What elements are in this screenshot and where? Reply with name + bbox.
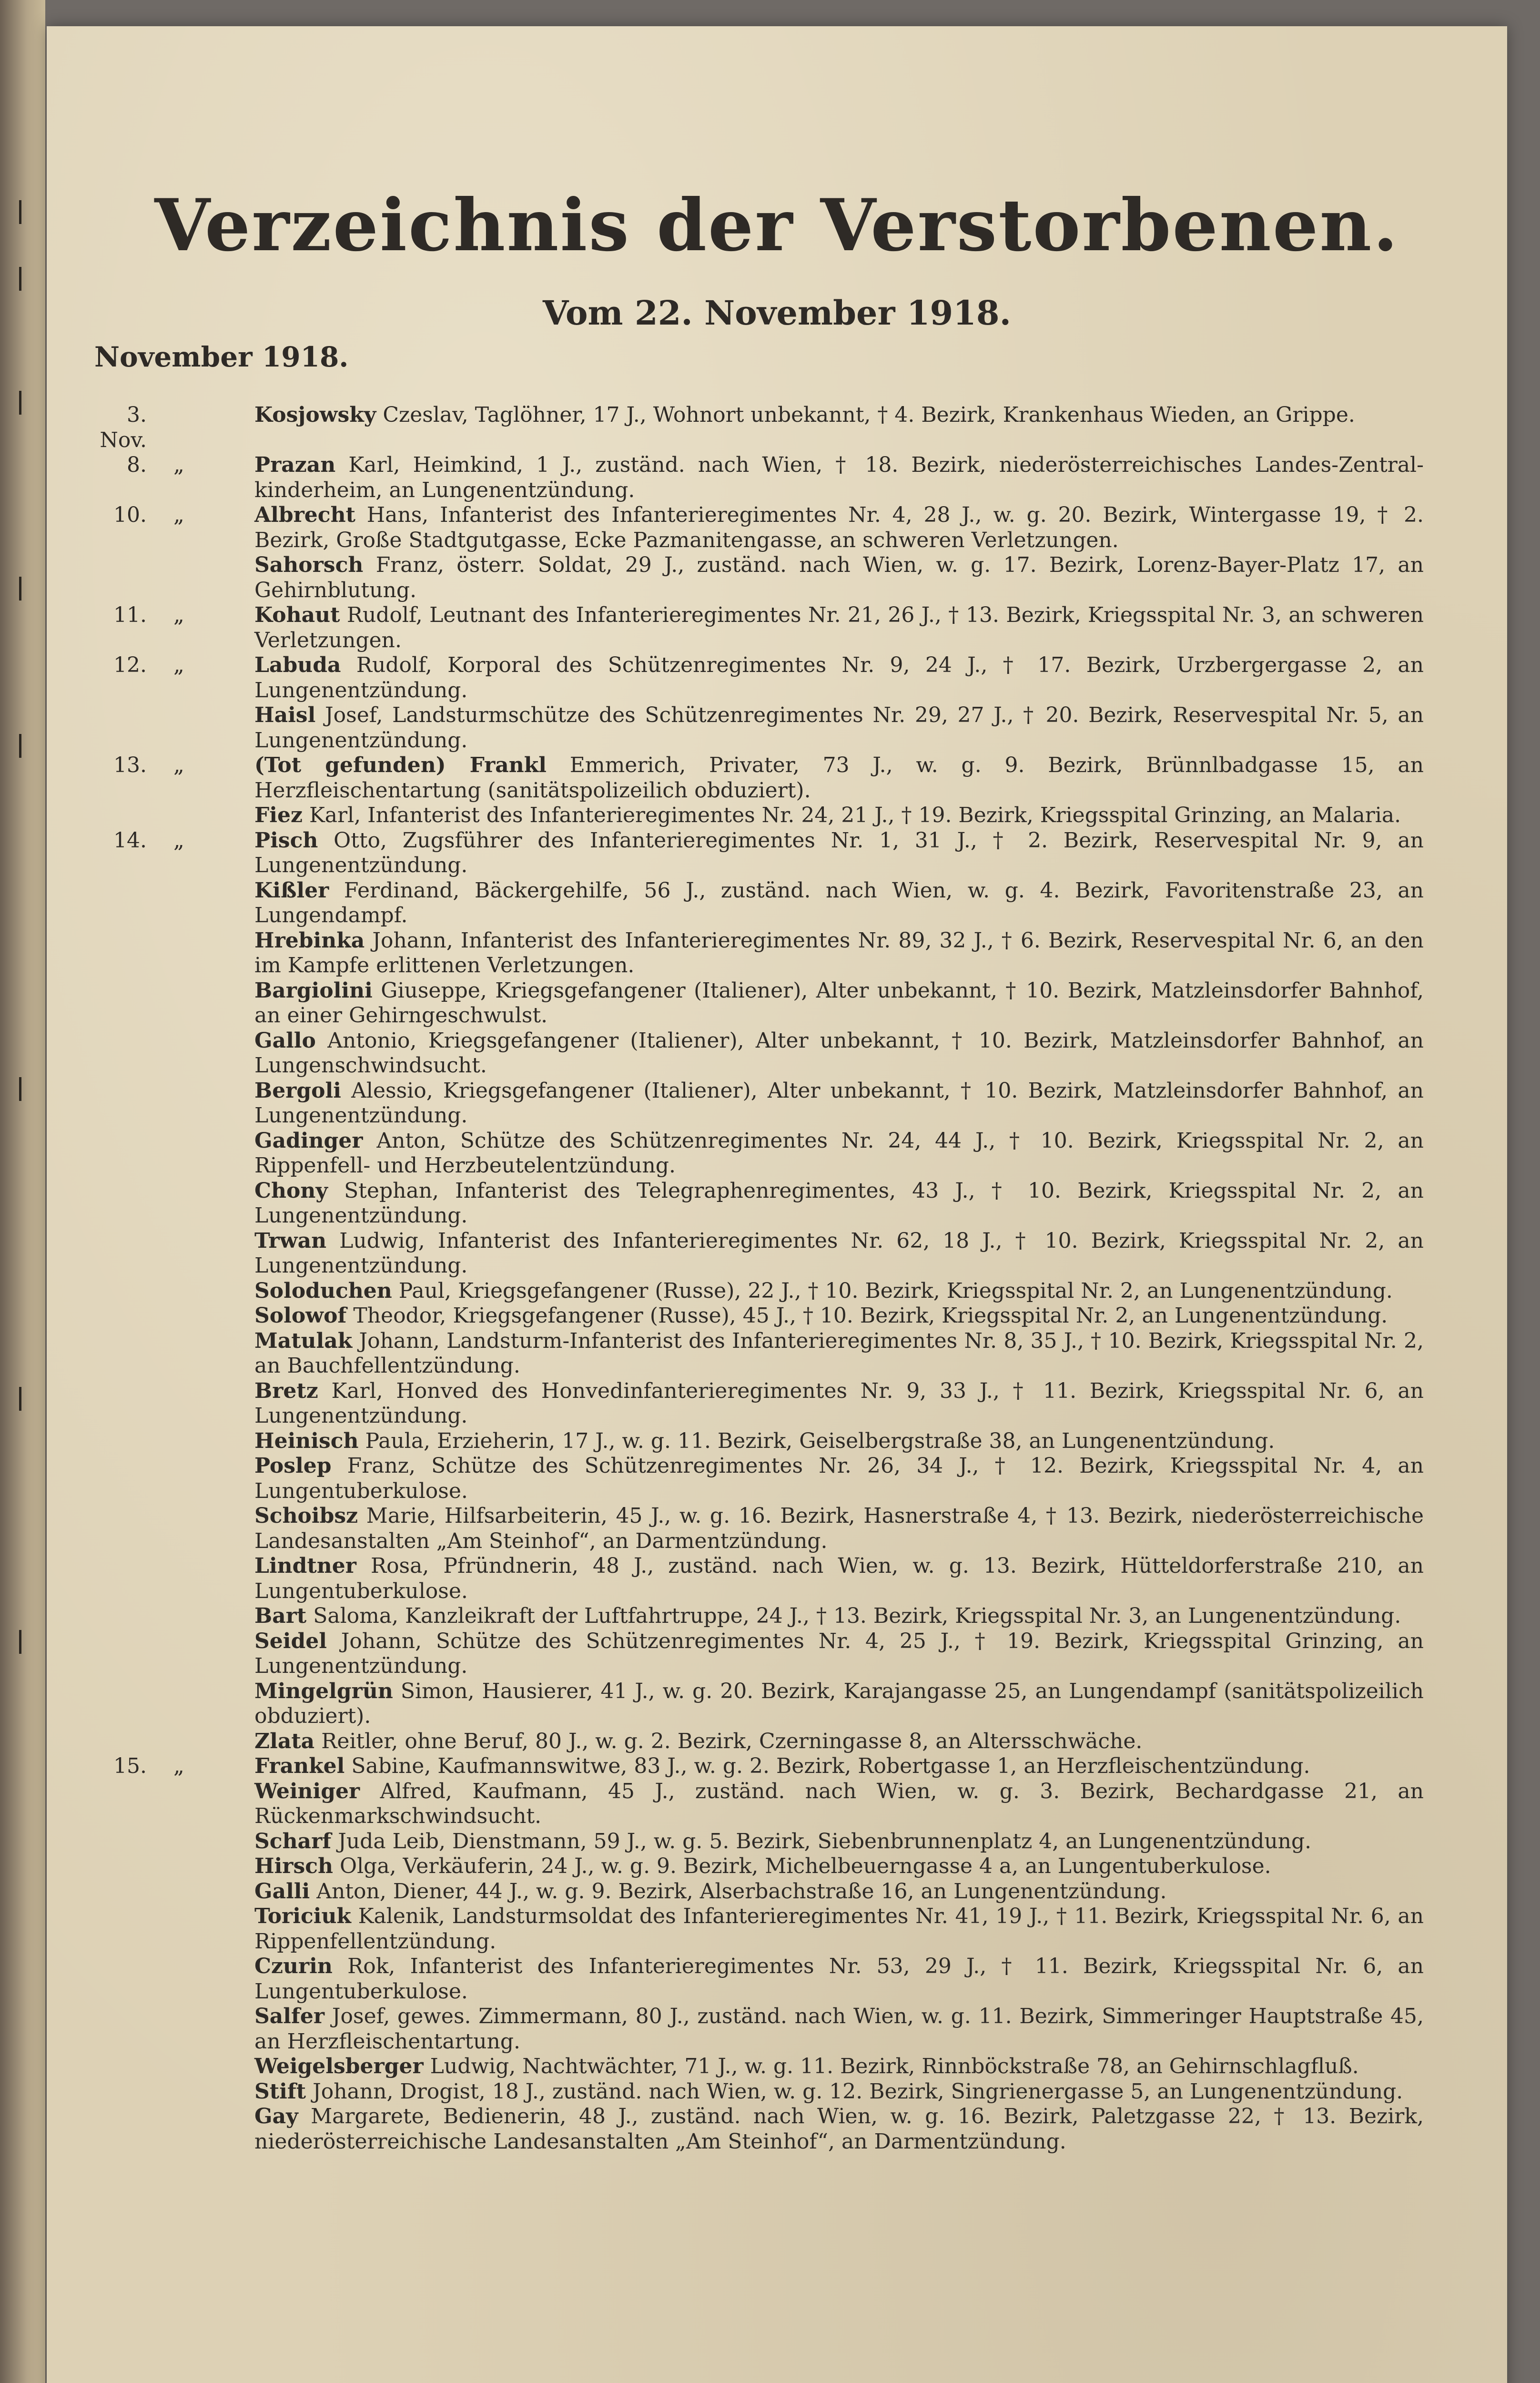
entry-date: 8. bbox=[127, 453, 147, 477]
entry-date bbox=[90, 1079, 154, 1129]
list-item bbox=[90, 928, 1424, 978]
list-item bbox=[90, 1329, 1424, 1379]
entry-date bbox=[90, 1379, 154, 1429]
list-item bbox=[90, 878, 1424, 928]
list-item bbox=[90, 1304, 1424, 1329]
entry-date bbox=[90, 1454, 154, 1504]
entry-details: Josef, gewes. Zimmermann, 80 J., zuständ. nach Wien, w. g. 11. Bezirk, Simmeringer Hauptstraße 45, an Herzfleischentartung. bbox=[254, 2004, 1424, 2054]
entry-ditto-mark bbox=[154, 1429, 254, 1454]
list-item bbox=[90, 1754, 1424, 1779]
entry-text bbox=[254, 403, 1424, 453]
list-item bbox=[90, 1879, 1424, 1904]
entry-surname: Gallo bbox=[254, 1028, 316, 1053]
entry-text bbox=[254, 1829, 1424, 1854]
entry-details: Saloma, Kanzleikraft der Luftfahrtruppe, 24 J., † 13. Bezirk, Kriegsspital Nr. 3, an Lungenentzündung. bbox=[313, 1604, 1401, 1628]
document-page bbox=[47, 26, 1507, 2383]
entry-text bbox=[254, 1679, 1424, 1729]
list-item bbox=[90, 1904, 1424, 1954]
entry-ditto-mark bbox=[154, 1954, 254, 2004]
list-item bbox=[90, 978, 1424, 1029]
entry-details: Johann, Drogist, 18 J., zuständ. nach Wien, w. g. 12. Bezirk, Singrienergasse 5, an Lungenentzündung. bbox=[313, 2079, 1403, 2104]
entry-text bbox=[254, 1604, 1424, 1629]
entry-surname: Solowof bbox=[254, 1304, 347, 1328]
list-item bbox=[90, 1129, 1424, 1179]
list-item bbox=[90, 1229, 1424, 1279]
entry-text bbox=[254, 1429, 1424, 1454]
entry-surname: Kosjowsky bbox=[254, 403, 376, 427]
entry-surname: Hirsch bbox=[254, 1854, 334, 1878]
entry-surname: Soloduchen bbox=[254, 1278, 392, 1303]
entry-text bbox=[254, 1779, 1424, 1829]
entry-date bbox=[90, 1229, 154, 1279]
entry-details: Johann, Infanterist des Infanterieregimentes Nr. 89, 32 J., † 6. Bezirk, Reservespital Nr. 6, an den im Kampfe erlittenen Verletzungen. bbox=[254, 928, 1424, 978]
page-subtitle: Vom 22. November 1918. bbox=[542, 293, 1012, 333]
list-item bbox=[90, 2054, 1424, 2079]
entry-date bbox=[90, 703, 154, 753]
entry-text bbox=[254, 1029, 1424, 1079]
entry-ditto-mark bbox=[154, 1879, 254, 1904]
list-item bbox=[90, 453, 1424, 503]
entry-details: Kalenik, Landsturmsoldat des Infanterieregimentes Nr. 41, 19 J., † 11. Bezirk, Kriegsspital Nr. 6, an Rippenfellentzündung. bbox=[254, 1904, 1424, 1954]
entry-ditto-mark bbox=[154, 1854, 254, 1879]
entry-text bbox=[254, 653, 1424, 703]
list-item bbox=[90, 1429, 1424, 1454]
entry-surname: Sahorsch bbox=[254, 553, 364, 577]
entry-ditto-mark bbox=[154, 1504, 254, 1554]
entry-text bbox=[254, 1879, 1424, 1904]
entry-ditto-mark: „ bbox=[173, 603, 184, 627]
entry-text bbox=[254, 1129, 1424, 1179]
entry-date bbox=[90, 2079, 154, 2105]
entry-text bbox=[254, 1504, 1424, 1554]
entry-date bbox=[90, 1304, 154, 1329]
entry-text bbox=[254, 803, 1424, 828]
entry-surname: Hrebinka bbox=[254, 928, 365, 953]
entry-surname: Labuda bbox=[254, 653, 341, 677]
entry-surname: Prazan bbox=[254, 453, 336, 477]
list-item bbox=[90, 1179, 1424, 1229]
list-item bbox=[90, 503, 1424, 553]
list-item bbox=[90, 1854, 1424, 1879]
entry-text bbox=[254, 703, 1424, 753]
entry-text bbox=[254, 603, 1424, 653]
entry-surname: Czurin bbox=[254, 1954, 333, 1978]
list-item bbox=[90, 1779, 1424, 1829]
entry-ditto-mark bbox=[154, 1079, 254, 1129]
entry-details: Otto, Zugsführer des Infanterieregimentes Nr. 1, 31 J., † 2. Bezirk, Reservespital Nr. 9, an Lungenentzündung. bbox=[254, 828, 1424, 877]
entry-text bbox=[254, 2104, 1424, 2154]
entry-text bbox=[254, 1454, 1424, 1504]
entry-details: Stephan, Infanterist des Telegraphenregimentes, 43 J., † 10. Bezirk, Kriegsspital Nr. 2, an Lungenentzündung. bbox=[254, 1178, 1424, 1228]
entry-details: Franz, Schütze des Schützenregimentes Nr. 26, 34 J., † 12. Bezirk, Kriegsspital Nr. 4, an Lungentuberkulose. bbox=[254, 1454, 1424, 1503]
entry-date bbox=[90, 1554, 154, 1604]
list-item bbox=[90, 1829, 1424, 1854]
entry-ditto-mark bbox=[154, 2054, 254, 2079]
entry-surname: Toriciuk bbox=[254, 1904, 351, 1928]
entry-details: Rosa, Pfründnerin, 48 J., zuständ. nach Wien, w. g. 13. Bezirk, Hütteldorferstraße 210, an Lungentuberkulose. bbox=[254, 1554, 1424, 1603]
entry-surname: Trwan bbox=[254, 1228, 327, 1253]
entry-text bbox=[254, 1554, 1424, 1604]
entry-date bbox=[90, 1679, 154, 1729]
entry-date bbox=[90, 1879, 154, 1904]
entry-date bbox=[90, 2104, 154, 2154]
entry-ditto-mark bbox=[154, 1304, 254, 1329]
entry-ditto-mark: „ bbox=[173, 653, 184, 677]
list-item bbox=[90, 1379, 1424, 1429]
list-item bbox=[90, 603, 1424, 653]
entry-text bbox=[254, 2079, 1424, 2105]
entry-ditto-mark bbox=[154, 978, 254, 1029]
entry-surname: Salfer bbox=[254, 2004, 325, 2028]
entry-surname: Albrecht bbox=[254, 503, 355, 527]
entry-details: Giuseppe, Kriegsgefangener (Italiener), Alter unbekannt, † 10. Bezirk, Matzleinsdorfer Bahnhof, an einer Gehirngeschwulst. bbox=[254, 978, 1424, 1028]
entry-ditto-mark bbox=[154, 1454, 254, 1504]
entry-surname: Pisch bbox=[254, 828, 318, 853]
entry-date bbox=[90, 928, 154, 978]
entry-surname: Bretz bbox=[254, 1378, 318, 1403]
entry-surname: Bargiolini bbox=[254, 978, 373, 1003]
entry-details: Alfred, Kaufmann, 45 J., zuständ. nach Wien, w. g. 3. Bezirk, Bechardgasse 21, an Rückenmarkschwindsucht. bbox=[254, 1779, 1424, 1828]
list-item bbox=[90, 2004, 1424, 2054]
entry-date: 14. bbox=[113, 828, 147, 853]
entry-date bbox=[90, 1429, 154, 1454]
entry-date bbox=[90, 1904, 154, 1954]
entry-ditto-mark bbox=[154, 2079, 254, 2105]
entry-text bbox=[254, 1079, 1424, 1129]
entry-surname: Heinisch bbox=[254, 1428, 359, 1453]
entry-text bbox=[254, 1379, 1424, 1429]
entry-ditto-mark bbox=[154, 703, 254, 753]
entry-ditto-mark: „ bbox=[173, 828, 184, 853]
list-item bbox=[90, 1079, 1424, 1129]
entry-details: Ferdinand, Bäckergehilfe, 56 J., zuständ. nach Wien, w. g. 4. Bezirk, Favoritenstraße 23, an Lungendampf. bbox=[254, 878, 1424, 927]
entry-details: Anton, Schütze des Schützenregimentes Nr. 24, 44 J., † 10. Bezirk, Kriegsspital Nr. 2, an Rippenfell- und Herzbeutelentzündung. bbox=[254, 1128, 1424, 1178]
entry-details: Juda Leib, Dienstmann, 59 J., w. g. 5. Bezirk, Siebenbrunnenplatz 4, an Lungenentzündung. bbox=[338, 1829, 1312, 1853]
entry-date: 3. Nov. bbox=[100, 403, 147, 452]
entry-text bbox=[254, 1279, 1424, 1304]
list-item bbox=[90, 1554, 1424, 1604]
list-item bbox=[90, 1029, 1424, 1079]
entry-details: Rudolf, Leutnant des Infanterieregimentes Nr. 21, 26 J., † 13. Bezirk, Kriegsspital Nr. 3, an schweren Verletzungen. bbox=[254, 603, 1424, 652]
entry-ditto-mark bbox=[154, 403, 254, 453]
entry-details: Karl, Honved des Honvedinfanterieregimentes Nr. 9, 33 J., † 11. Bezirk, Kriegsspital Nr. 6, an Lungenentzündung. bbox=[254, 1378, 1424, 1428]
list-item bbox=[90, 403, 1424, 453]
entry-date bbox=[90, 1129, 154, 1179]
entries-list bbox=[90, 403, 1424, 2154]
list-item bbox=[90, 828, 1424, 878]
adjacent-page-edge bbox=[0, 0, 45, 2383]
list-item bbox=[90, 1679, 1424, 1729]
entry-details: Simon, Hausierer, 41 J., w. g. 20. Bezirk, Karajangasse 25, an Lungendampf (sanitätspolizeilich obduziert). bbox=[254, 1679, 1424, 1728]
entry-date: 10. bbox=[113, 503, 147, 527]
entry-text bbox=[254, 2004, 1424, 2054]
entry-surname: Zlata bbox=[254, 1729, 315, 1753]
entry-ditto-mark bbox=[154, 1029, 254, 1079]
entry-ditto-mark bbox=[154, 1904, 254, 1954]
entry-details: Franz, österr. Soldat, 29 J., zuständ. nach Wien, w. g. 17. Bezirk, Lorenz-Bayer-Platz 17, an Gehirnblutung. bbox=[254, 553, 1424, 602]
entry-surname: Weiniger bbox=[254, 1779, 360, 1803]
entry-surname: Kißler bbox=[254, 878, 329, 903]
entry-surname: Weigelsberger bbox=[254, 2054, 424, 2078]
list-item bbox=[90, 753, 1424, 803]
entry-ditto-mark bbox=[154, 2104, 254, 2154]
entry-ditto-mark bbox=[154, 1279, 254, 1304]
entry-details: Emmerich, Privater, 73 J., w. g. 9. Bezirk, Brünnlbadgasse 15, an Herzfleischentartung (sanitätspolizeilich obduziert). bbox=[254, 753, 1424, 803]
entry-ditto-mark bbox=[154, 1379, 254, 1429]
entry-surname: Seidel bbox=[254, 1629, 327, 1653]
entry-ditto-mark bbox=[154, 1604, 254, 1629]
entry-date bbox=[90, 1179, 154, 1229]
entry-surname: Gay bbox=[254, 2104, 298, 2128]
entry-date: 11. bbox=[113, 603, 147, 627]
entry-date bbox=[90, 1954, 154, 2004]
entry-ditto-mark bbox=[154, 1179, 254, 1229]
entry-details: Johann, Schütze des Schützenregimentes Nr. 4, 25 J., † 19. Bezirk, Kriegsspital Grinzing, an Lungenentzündung. bbox=[254, 1629, 1424, 1678]
entry-surname: (Tot gefunden) Frankl bbox=[254, 753, 547, 777]
entry-date bbox=[90, 1829, 154, 1854]
entry-details: Antonio, Kriegsgefangener (Italiener), Alter unbekannt, † 10. Bezirk, Matzleinsdorfer Bahnhof, an Lungenschwindsucht. bbox=[254, 1028, 1424, 1078]
entry-ditto-mark bbox=[154, 1629, 254, 1679]
entry-surname: Haisl bbox=[254, 703, 316, 727]
entry-date bbox=[90, 1629, 154, 1679]
list-item bbox=[90, 1729, 1424, 1754]
entry-details: Alessio, Kriegsgefangener (Italiener), Alter unbekannt, † 10. Bezirk, Matzleinsdorfer Bahnhof, an Lungenentzündung. bbox=[254, 1078, 1424, 1128]
entry-ditto-mark bbox=[154, 1129, 254, 1179]
entry-ditto-mark: „ bbox=[173, 753, 184, 777]
entry-ditto-mark bbox=[154, 1554, 254, 1604]
entry-ditto-mark bbox=[154, 878, 254, 928]
entry-ditto-mark bbox=[154, 553, 254, 603]
entry-date bbox=[90, 1029, 154, 1079]
entry-surname: Bart bbox=[254, 1604, 307, 1628]
entry-details: Anton, Diener, 44 J., w. g. 9. Bezirk, Alserbachstraße 16, an Lungenentzündung. bbox=[316, 1879, 1167, 1904]
entry-details: Reitler, ohne Beruf, 80 J., w. g. 2. Bezirk, Czerningasse 8, an Altersschwäche. bbox=[321, 1729, 1143, 1753]
entry-text bbox=[254, 1179, 1424, 1229]
entry-text bbox=[254, 1329, 1424, 1379]
entry-details: Rudolf, Korporal des Schützenregimentes Nr. 9, 24 J., † 17. Bezirk, Urzbergergasse 2, an Lungenentzündung. bbox=[254, 653, 1424, 703]
entry-text bbox=[254, 828, 1424, 878]
entry-ditto-mark bbox=[154, 928, 254, 978]
entry-date bbox=[90, 878, 154, 928]
entry-ditto-mark bbox=[154, 1729, 254, 1754]
entry-ditto-mark bbox=[154, 1229, 254, 1279]
entry-ditto-mark: „ bbox=[173, 503, 184, 527]
entry-date: 13. bbox=[113, 753, 147, 777]
entry-date bbox=[90, 2004, 154, 2054]
entry-date bbox=[90, 978, 154, 1029]
entry-text bbox=[254, 453, 1424, 503]
entry-surname: Bergoli bbox=[254, 1078, 341, 1103]
entry-date: 12. bbox=[113, 653, 147, 677]
entry-text bbox=[254, 1954, 1424, 2004]
entry-surname: Frankel bbox=[254, 1754, 345, 1778]
list-item bbox=[90, 1279, 1424, 1304]
entry-surname: Stift bbox=[254, 2079, 306, 2104]
list-item bbox=[90, 2104, 1424, 2154]
entry-surname: Chony bbox=[254, 1178, 328, 1203]
page-title: Verzeichnis der Verstorbenen. bbox=[154, 183, 1399, 267]
entry-details: Czeslav, Taglöhner, 17 J., Wohnort unbekannt, † 4. Bezirk, Krankenhaus Wieden, an Grippe. bbox=[383, 403, 1355, 427]
entry-date: 15. bbox=[113, 1754, 147, 1778]
entry-details: Rok, Infanterist des Infanterieregimentes Nr. 53, 29 J., † 11. Bezirk, Kriegsspital Nr. 6, an Lungentuberkulose. bbox=[254, 1954, 1424, 2004]
entry-ditto-mark bbox=[154, 1679, 254, 1729]
entry-surname: Lindtner bbox=[254, 1554, 356, 1578]
list-item bbox=[90, 1604, 1424, 1629]
entry-surname: Fiez bbox=[254, 803, 303, 827]
entry-text bbox=[254, 1754, 1424, 1779]
entry-surname: Matulak bbox=[254, 1328, 353, 1353]
entry-details: Ludwig, Nachtwächter, 71 J., w. g. 11. Bezirk, Rinnböckstraße 78, an Gehirnschlagfluß. bbox=[430, 2054, 1359, 2078]
entry-details: Karl, Heimkind, 1 J., zuständ. nach Wien, † 18. Bezirk, niederösterreichisches Landes-Zentral-kinderheim, an Lungenentzündung. bbox=[254, 453, 1424, 502]
entry-surname: Gadinger bbox=[254, 1128, 363, 1153]
entry-ditto-mark bbox=[154, 803, 254, 828]
entry-text bbox=[254, 1629, 1424, 1679]
entry-text bbox=[254, 928, 1424, 978]
entry-date bbox=[90, 1779, 154, 1829]
entry-text bbox=[254, 1854, 1424, 1879]
entry-ditto-mark bbox=[154, 2004, 254, 2054]
list-item bbox=[90, 803, 1424, 828]
entry-text bbox=[254, 978, 1424, 1029]
entry-text bbox=[254, 1229, 1424, 1279]
entry-details: Marie, Hilfsarbeiterin, 45 J., w. g. 16. Bezirk, Hasnerstraße 4, † 13. Bezirk, niederösterreichische Landesanstalten „Am Steinhof“, an Darmentzündung. bbox=[254, 1504, 1424, 1553]
entry-ditto-mark bbox=[154, 1779, 254, 1829]
entry-details: Theodor, Kriegsgefangener (Russe), 45 J., † 10. Bezirk, Kriegsspital Nr. 2, an Lungenentzündung. bbox=[353, 1304, 1388, 1328]
entry-details: Josef, Landsturmschütze des Schützenregimentes Nr. 29, 27 J., † 20. Bezirk, Reservespital Nr. 5, an Lungenentzündung. bbox=[254, 703, 1424, 753]
entry-date bbox=[90, 1329, 154, 1379]
list-item bbox=[90, 553, 1424, 603]
entry-ditto-mark bbox=[154, 1829, 254, 1854]
list-item bbox=[90, 1954, 1424, 2004]
entry-text bbox=[254, 553, 1424, 603]
entry-date bbox=[90, 803, 154, 828]
entry-surname: Galli bbox=[254, 1879, 310, 1904]
entry-ditto-mark: „ bbox=[173, 453, 184, 477]
entry-text bbox=[254, 1904, 1424, 1954]
entry-details: Paula, Erzieherin, 17 J., w. g. 11. Bezirk, Geiselbergstraße 38, an Lungenentzündung. bbox=[365, 1428, 1275, 1453]
entry-date bbox=[90, 1504, 154, 1554]
list-item bbox=[90, 703, 1424, 753]
entry-date bbox=[90, 1604, 154, 1629]
entry-details: Olga, Verkäuferin, 24 J., w. g. 9. Bezirk, Michelbeuerngasse 4 a, an Lungentuberkulose. bbox=[340, 1854, 1271, 1878]
entry-text bbox=[254, 753, 1424, 803]
entry-surname: Scharf bbox=[254, 1829, 332, 1853]
entry-text bbox=[254, 2054, 1424, 2079]
month-heading: November 1918. bbox=[94, 341, 349, 373]
entry-details: Paul, Kriegsgefangener (Russe), 22 J., † 10. Bezirk, Kriegsspital Nr. 2, an Lungenentzündung. bbox=[398, 1278, 1393, 1303]
entry-date bbox=[90, 1729, 154, 1754]
entry-details: Hans, Infanterist des Infanterieregimentes Nr. 4, 28 J., w. g. 20. Bezirk, Wintergasse 19, † 2. Bezirk, Große Stadtgutgasse, Ecke Pazmanitengasse, an schweren Verletzungen. bbox=[254, 503, 1424, 552]
entry-details: Karl, Infanterist des Infanterieregimentes Nr. 24, 21 J., † 19. Bezirk, Kriegsspital Grinzing, an Malaria. bbox=[309, 803, 1401, 827]
entry-text bbox=[254, 1729, 1424, 1754]
entry-details: Margarete, Bedienerin, 48 J., zuständ. nach Wien, w. g. 16. Bezirk, Paletzgasse 22, † 13. Bezirk, niederösterreichische Landesanstalten „Am Steinhof“, an Darmentzündung. bbox=[254, 2104, 1424, 2154]
entry-surname: Mingelgrün bbox=[254, 1679, 393, 1703]
entry-details: Johann, Landsturm-Infanterist des Infanterieregimentes Nr. 8, 35 J., † 10. Bezirk, Kriegsspital Nr. 2, an Bauchfellentzündung. bbox=[254, 1328, 1424, 1378]
entry-ditto-mark bbox=[154, 1329, 254, 1379]
list-item bbox=[90, 653, 1424, 703]
entry-ditto-mark: „ bbox=[173, 1754, 184, 1778]
entry-surname: Poslep bbox=[254, 1454, 332, 1478]
entry-text bbox=[254, 1304, 1424, 1329]
list-item bbox=[90, 2079, 1424, 2105]
entry-details: Ludwig, Infanterist des Infanterieregimentes Nr. 62, 18 J., † 10. Bezirk, Kriegsspital Nr. 2, an Lungenentzündung. bbox=[254, 1228, 1424, 1278]
entry-surname: Kohaut bbox=[254, 603, 340, 627]
entry-date bbox=[90, 2054, 154, 2079]
list-item bbox=[90, 1504, 1424, 1554]
list-item bbox=[90, 1454, 1424, 1504]
entry-date bbox=[90, 1279, 154, 1304]
entry-date bbox=[90, 553, 154, 603]
entry-details: Sabine, Kaufmannswitwe, 83 J., w. g. 2. Bezirk, Robertgasse 1, an Herzfleischentzündung. bbox=[351, 1754, 1310, 1778]
entry-text bbox=[254, 878, 1424, 928]
entry-date bbox=[90, 1854, 154, 1879]
list-item bbox=[90, 1629, 1424, 1679]
entry-surname: Schoibsz bbox=[254, 1504, 358, 1528]
entry-text bbox=[254, 503, 1424, 553]
